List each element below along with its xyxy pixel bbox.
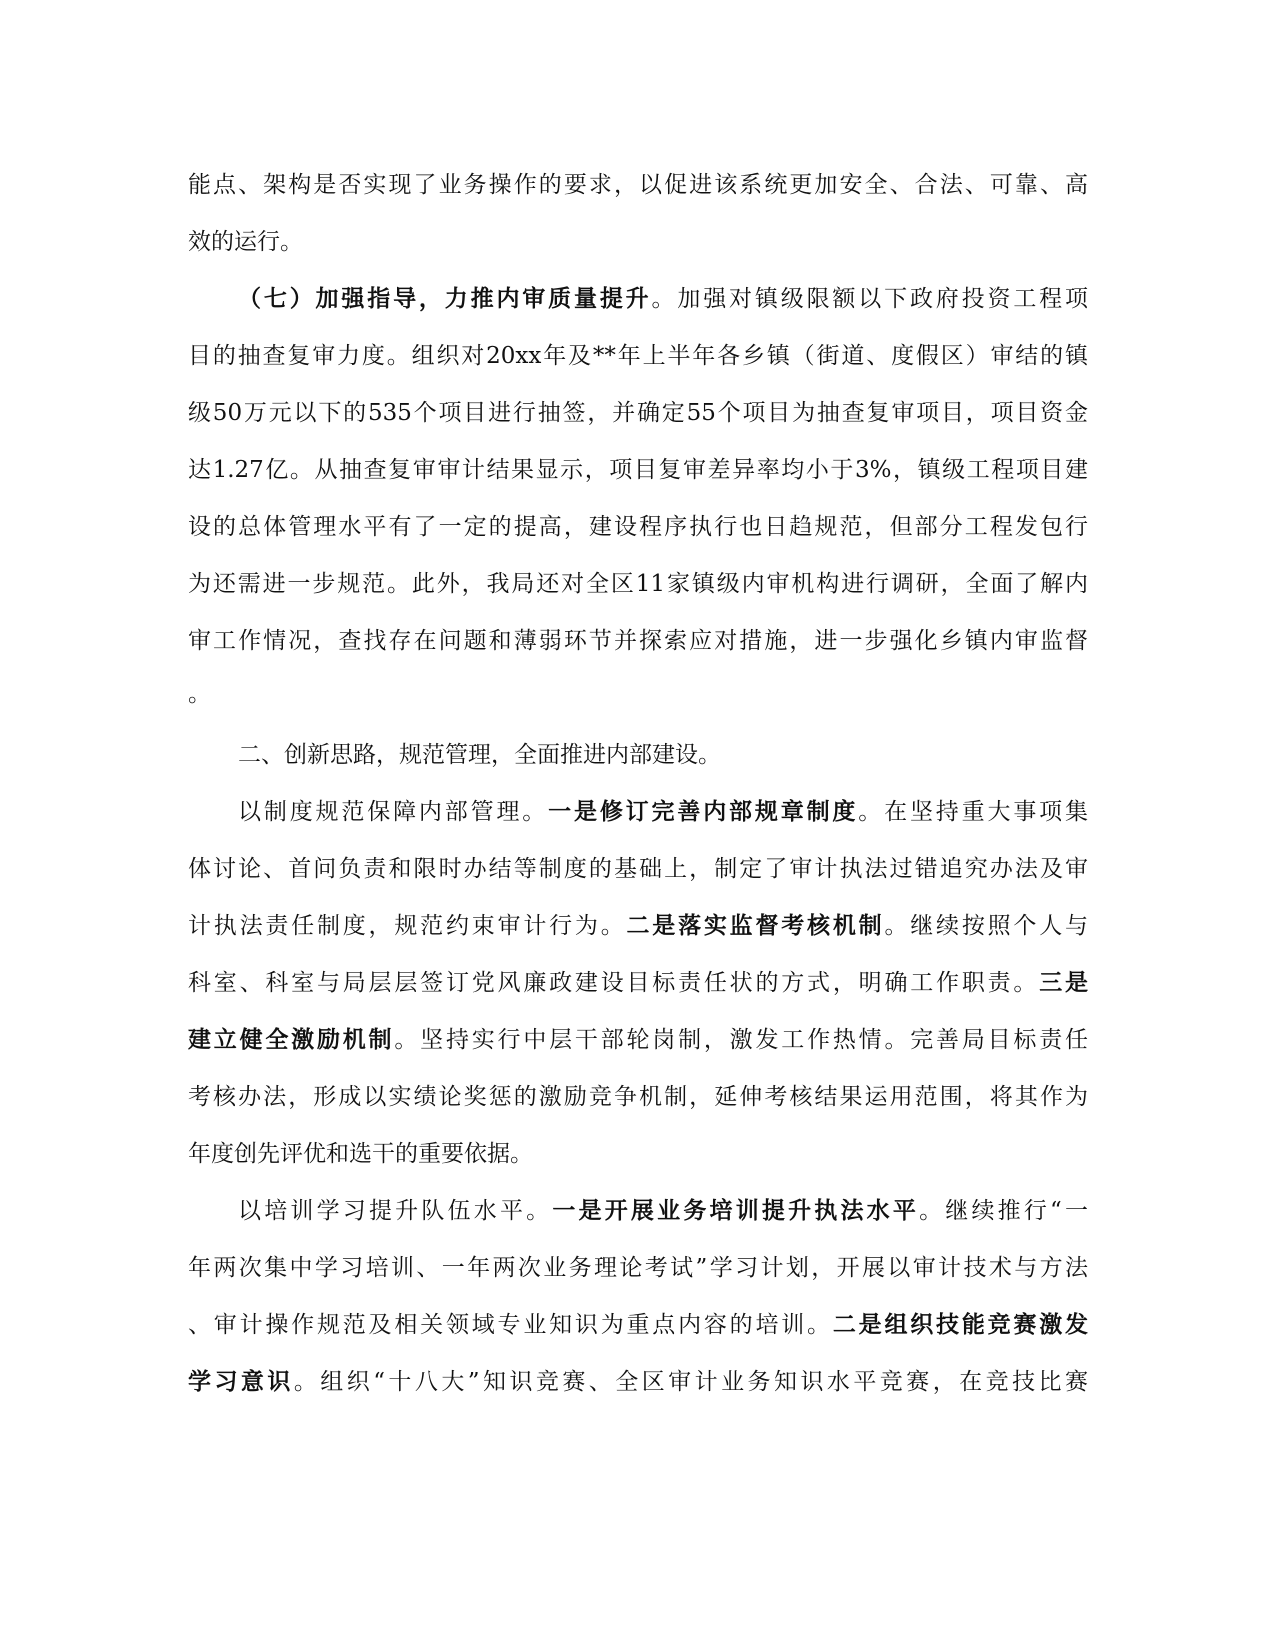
text-segment: 级50万元以下的535个项目进行抽签，并确定55个项目为抽查复审项目，项目资金 [188, 400, 1088, 426]
emphasis-segment: 二是落实监督考核机制 [626, 912, 885, 939]
text-line [188, 968, 1088, 998]
text-segment: 。 [188, 681, 211, 707]
section-heading [238, 740, 1088, 770]
text-line [188, 341, 1088, 371]
text-segment: 体讨论、首问负责和限时办结等制度的基础上，制定了审计执法过错追究办法及审 [188, 856, 1088, 882]
text-segment: 达1.27亿。从抽查复审审计结果显示，项目复审差异率均小于3%，镇级工程项目建 [188, 457, 1088, 483]
text-line [188, 679, 1088, 709]
text-line [188, 854, 1088, 884]
text-line [188, 170, 1088, 200]
emphasis-segment: 建立健全激励机制 [188, 1026, 395, 1053]
emphasis-segment: 一是开展业务培训提升执法水平 [552, 1197, 920, 1224]
text-line [188, 1082, 1088, 1112]
text-line [188, 1253, 1088, 1283]
text-line [188, 227, 1088, 257]
text-segment: 效的运行。 [188, 229, 303, 255]
text-line [188, 455, 1088, 485]
text-line [188, 1367, 1088, 1397]
text-line [238, 797, 1088, 827]
text-segment: 计执法责任制度，规范约束审计行为。 [188, 913, 627, 939]
text-line [188, 1310, 1088, 1340]
text-segment: 科室、科室与局层层签订党风廉政建设目标责任状的方式，明确工作职责。 [188, 970, 1040, 996]
text-segment: 。组织“十八大”知识竞赛、全区审计业务知识水平竞赛，在竞技比赛 [293, 1369, 1088, 1395]
text-segment: 审工作情况，查找存在问题和薄弱环节并探索应对措施，进一步强化乡镇内审监督 [188, 628, 1088, 654]
text-line [188, 398, 1088, 428]
emphasis-segment: 学习意识 [188, 1368, 294, 1395]
emphasis-segment: 二是组织技能竞赛激发 [832, 1311, 1089, 1338]
text-segment: 能点、架构是否实现了业务操作的要求，以促进该系统更加安全、合法、可靠、高 [188, 172, 1088, 198]
text-segment: 、审计操作规范及相关领域专业知识为重点内容的培训。 [188, 1312, 833, 1338]
text-segment: 目的抽查复审力度。组织对20xx年及**年上半年各乡镇（街道、度假区）审结的镇 [188, 343, 1088, 369]
text-segment: 以制度规范保障内部管理。 [238, 799, 549, 825]
text-segment: 。在坚持重大事项集 [858, 799, 1088, 825]
text-line [188, 1139, 1088, 1169]
text-segment: 考核办法，形成以实绩论奖惩的激励竞争机制，延伸考核结果运用范围，将其作为 [188, 1084, 1088, 1110]
text-segment: 。加强对镇级限额以下政府投资工程项 [651, 286, 1088, 312]
emphasis-segment: 三是 [1039, 969, 1089, 996]
text-segment: 。坚持实行中层干部轮岗制，激发工作热情。完善局目标责任 [394, 1027, 1089, 1053]
text-segment: 以培训学习提升队伍水平。 [238, 1198, 553, 1224]
text-segment: 设的总体管理水平有了一定的提高，建设程序执行也日趋规范，但部分工程发包行 [188, 514, 1088, 540]
text-segment: 。继续推行“一 [919, 1198, 1089, 1224]
text-line [238, 1196, 1088, 1226]
text-segment: 为还需进一步规范。此外，我局还对全区11家镇级内审机构进行调研，全面了解内 [188, 571, 1088, 597]
text-segment: 年两次集中学习培训、一年两次业务理论考试”学习计划，开展以审计技术与方法 [188, 1255, 1088, 1281]
text-segment: 。继续按照个人与 [884, 913, 1089, 939]
emphasis-segment: 一是修订完善内部规章制度 [548, 798, 859, 825]
heading-segment: （七）加强指导，力推内审质量提升 [238, 285, 652, 312]
text-line [188, 569, 1088, 599]
text-line [188, 1025, 1088, 1055]
text-line [188, 911, 1088, 941]
text-line [238, 284, 1088, 314]
text-segment: 年度创先评优和选干的重要依据。 [188, 1141, 533, 1167]
text-segment: 二、创新思路，规范管理，全面推进内部建设。 [238, 742, 721, 768]
text-line [188, 626, 1088, 656]
text-line [188, 512, 1088, 542]
